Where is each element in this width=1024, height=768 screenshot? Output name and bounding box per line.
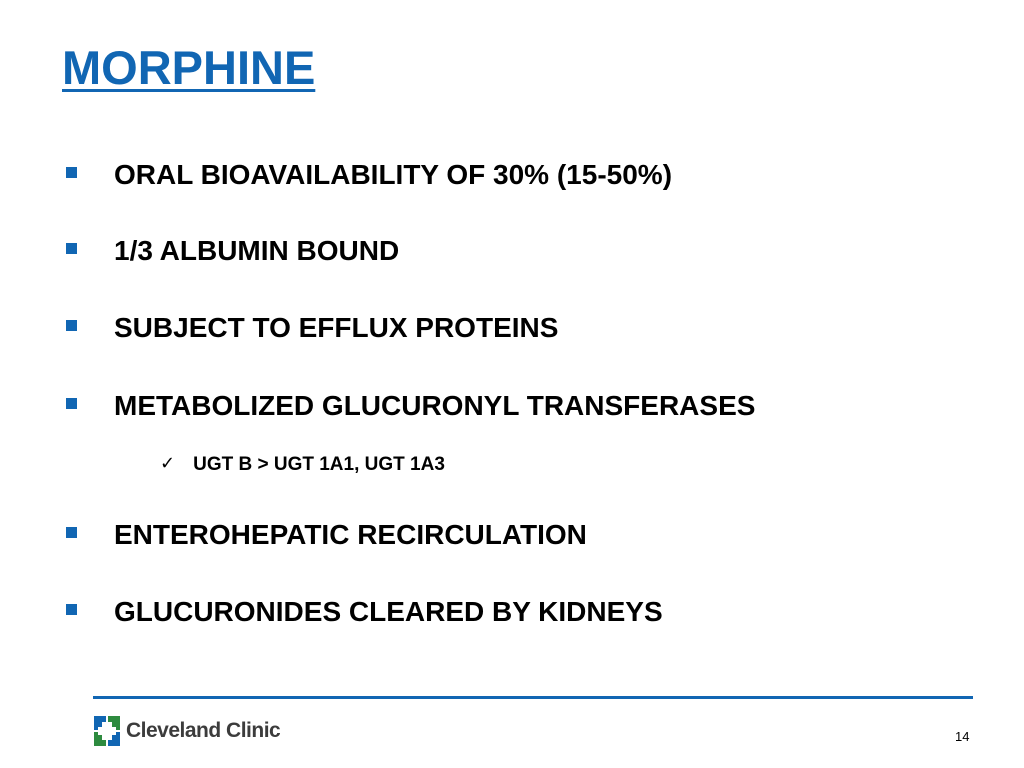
square-bullet-icon: [66, 243, 77, 254]
bullet-item: [66, 155, 673, 195]
sub-bullet-item: [160, 450, 445, 480]
footer-divider: [93, 696, 973, 699]
bullet-text: ORAL BIOAVAILABILITY OF 30% (15-50%): [114, 159, 673, 190]
sub-bullet-text: UGT B > UGT 1A1, UGT 1A3: [193, 454, 445, 475]
bullet-item: [66, 386, 756, 426]
square-bullet-icon: [66, 604, 77, 615]
bullet-item: [66, 592, 663, 632]
bullet-text: 1/3 ALBUMIN BOUND: [114, 235, 400, 266]
bullet-text: SUBJECT TO EFFLUX PROTEINS: [114, 312, 559, 343]
bullet-item: [66, 515, 587, 555]
square-bullet-icon: [66, 320, 77, 331]
bullet-text: ENTEROHEPATIC RECIRCULATION: [114, 519, 587, 550]
square-bullet-icon: [66, 167, 77, 178]
bullet-item: [66, 308, 559, 348]
bullet-item: [66, 231, 400, 271]
square-bullet-icon: [66, 527, 77, 538]
footer-logo: [94, 716, 280, 746]
logo-text: Cleveland Clinic: [126, 719, 281, 742]
cleveland-clinic-cross-logo: [94, 716, 120, 746]
page-number: 14: [955, 729, 970, 744]
slide-title: MORPHINE: [62, 41, 316, 94]
bullet-text: GLUCURONIDES CLEARED BY KIDNEYS: [114, 596, 663, 627]
checkmark-icon: ✓: [160, 452, 176, 474]
square-bullet-icon: [66, 398, 77, 409]
bullet-text: METABOLIZED GLUCURONYL TRANSFERASES: [114, 390, 756, 421]
